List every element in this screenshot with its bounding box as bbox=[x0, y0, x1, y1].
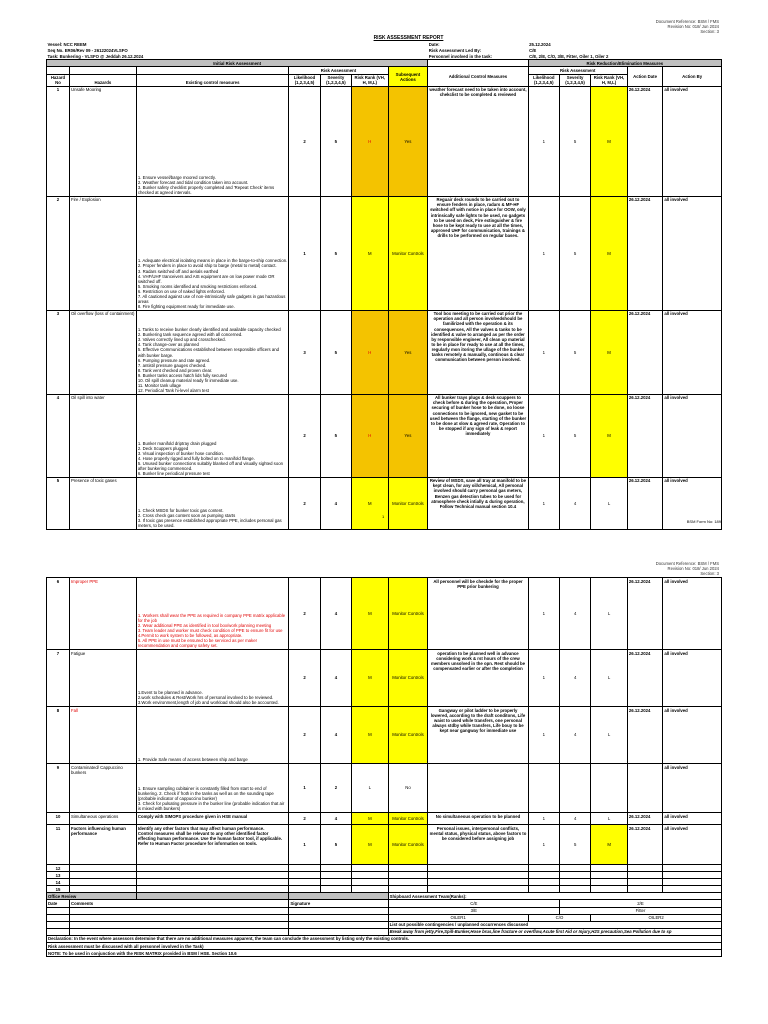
empty-cell bbox=[559, 865, 590, 872]
document-reference: Document Reference: BSM / FMS Revision No: 018/ Jun 2024 Section: 3 bbox=[655, 19, 719, 35]
hazard-number: 6 bbox=[47, 578, 70, 650]
action-date-header: Action Date bbox=[627, 67, 663, 86]
hazard-number: 7 bbox=[47, 650, 70, 707]
existing-control-measures: 1. Bunker manifold driptray drain plugged 2. Deck Scuppers plugged 3. Visual inspection of bunker hose condition. 4. Hose properly rigged and fully bolted on to manifold flange. 5. Unused bunker connections suitably blanked off and visually sighted soon after bunkering commenced. 6. Bunker line periodical pressure test bbox=[136, 394, 289, 477]
empty-cell bbox=[627, 879, 663, 886]
residual-likelihood-value: 1 bbox=[528, 813, 559, 825]
empty-hazard-row bbox=[47, 872, 722, 879]
initial-risk-header: Initial Risk Assessment bbox=[47, 60, 428, 67]
hazard-name: Fire / Explosion bbox=[69, 196, 136, 310]
empty-cell bbox=[559, 886, 590, 893]
hazard-number: 1 bbox=[47, 86, 70, 196]
action-by-value: all involved bbox=[663, 825, 722, 865]
residual-severity-value: 4 bbox=[559, 813, 590, 825]
action-date-value bbox=[627, 764, 663, 813]
action-by-value: all involved bbox=[663, 196, 722, 310]
empty-cell bbox=[591, 865, 628, 872]
likelihood-value: 2 bbox=[289, 394, 320, 477]
hazard-no-header: Hazard No bbox=[47, 74, 70, 86]
empty-cell bbox=[136, 886, 289, 893]
action-by-value: all involved bbox=[663, 477, 722, 529]
hazard-name: Oil overflow (loss of containment) bbox=[69, 310, 136, 394]
subsequent-action-value: Monitor Controls bbox=[388, 707, 428, 764]
likelihood-header: Likelihood (1,2,3,4,5) bbox=[289, 74, 320, 86]
rank-header-2: Risk Rank (VH, H, M,L) bbox=[591, 74, 628, 86]
empty-cell bbox=[663, 879, 722, 886]
hazard-row bbox=[47, 707, 722, 764]
residual-likelihood-value: 1 bbox=[528, 394, 559, 477]
empty-cell bbox=[528, 879, 559, 886]
severity-value: 5 bbox=[320, 86, 351, 196]
residual-risk-rank-value: M bbox=[591, 310, 628, 394]
residual-risk-rank-value: M bbox=[591, 394, 628, 477]
risk-assessment-header-2: Risk Assessment bbox=[528, 67, 627, 74]
severity-value: 5 bbox=[320, 196, 351, 310]
empty-cell bbox=[428, 872, 528, 879]
subsequent-action-value: Yes bbox=[388, 86, 428, 196]
empty-hazard-row bbox=[47, 886, 722, 893]
empty-cell bbox=[591, 886, 628, 893]
empty-cell bbox=[352, 886, 389, 893]
hazard-number: 9 bbox=[47, 764, 70, 813]
subsequent-actions-header: Subsequent Actions bbox=[388, 67, 428, 86]
residual-severity-value: 5 bbox=[559, 825, 590, 865]
rank-ce: C/E bbox=[388, 900, 559, 907]
hazard-name: Contaminated/ Cappuccino bunkers bbox=[69, 764, 136, 813]
hazard-number: 12 bbox=[47, 865, 70, 872]
additional-control-measures: Reguair deck rounds to be carried out to ensure fenders in place, radars & MF-HF switched off with notice in place for OOW, only intrinsically safe lights to be used, no gadgets to be used on deck, Fire extinguisher & fire hose to be kept ready to use at all the times, approved UHF for communication, trainings & drills to be performed on regular bases. bbox=[428, 196, 528, 310]
empty-cell bbox=[528, 872, 559, 879]
subsequent-action-value: Monitor Controls bbox=[388, 813, 428, 825]
subsequent-action-value: Monitor Controls bbox=[388, 477, 428, 529]
severity-value: 5 bbox=[320, 394, 351, 477]
risk-rank-value: H bbox=[352, 86, 389, 196]
hazard-number: 15 bbox=[47, 886, 70, 893]
residual-severity-value bbox=[559, 764, 590, 813]
residual-likelihood-value bbox=[528, 764, 559, 813]
existing-control-measures: Identify any other factors that may affect human performance. Control measures shall be relevant to any other identified factor effecting human performance. Use the human factor tool, if applicable. Refer to Human Factor procedure for information on tools. bbox=[136, 825, 289, 865]
action-date-value: 26.12.2024 bbox=[627, 578, 663, 650]
risk-rank-value: M bbox=[352, 813, 389, 825]
subsequent-action-value: Monitor Controls bbox=[388, 825, 428, 865]
empty-cell bbox=[627, 865, 663, 872]
hazard-name: Oil spill into water bbox=[69, 394, 136, 477]
subsequent-action-value: Monitor Controls bbox=[388, 578, 428, 650]
declaration-text: Declaration: In the event where assessors determine that there are no additional measures apparent, the team can conclude the assessment by listing only the existing controls. bbox=[47, 935, 722, 942]
date-label: Date: bbox=[428, 41, 440, 47]
empty-cell bbox=[352, 865, 389, 872]
hazard-number: 5 bbox=[47, 477, 70, 529]
hazard-row bbox=[47, 650, 722, 707]
empty-cell bbox=[627, 872, 663, 879]
empty-cell bbox=[320, 865, 351, 872]
contingency-title: List out possible contingencies / unplanned occurrences discussed bbox=[388, 921, 721, 928]
vessel-line: Vessel: NCC REEM bbox=[47, 41, 87, 47]
likelihood-value: 3 bbox=[289, 310, 320, 394]
personnel-label: Personnel involved in the task: bbox=[428, 53, 493, 59]
hazard-number: 10 bbox=[47, 813, 70, 825]
empty-cell bbox=[388, 872, 428, 879]
form-number: BSM Form No: 189 bbox=[686, 519, 721, 524]
residual-likelihood-value: 1 bbox=[528, 310, 559, 394]
subsequent-action-value: No bbox=[388, 764, 428, 813]
action-by-value: all involved bbox=[663, 813, 722, 825]
risk-rank-value: M bbox=[352, 707, 389, 764]
risk-rank-value: M bbox=[352, 578, 389, 650]
residual-severity-value: 4 bbox=[559, 477, 590, 529]
empty-cell bbox=[627, 886, 663, 893]
residual-risk-rank-value: L bbox=[591, 650, 628, 707]
residual-risk-rank-value: L bbox=[591, 813, 628, 825]
page-2 bbox=[0, 560, 768, 1024]
empty-cell bbox=[352, 872, 389, 879]
action-by-value: all involved bbox=[663, 310, 722, 394]
empty-cell bbox=[289, 879, 320, 886]
contingency-text: Break away from jetty,Fire,Spill-Bunker,Hose brus,line fracture or overflow,Acute first Aid or Injury,H2S precaution,Sea Pollution due to sp bbox=[388, 928, 721, 935]
empty-cell bbox=[528, 865, 559, 872]
action-date-value: 26.12.2024 bbox=[627, 86, 663, 196]
rank-3e: 3/E bbox=[388, 907, 559, 914]
risk-rank-value: M bbox=[352, 196, 389, 310]
risk-rank-value: L bbox=[352, 764, 389, 813]
empty-cell bbox=[663, 886, 722, 893]
document-reference-2: Document Reference: BSM / FMS Revision No: 018/ Jun 2024 Section: 3 bbox=[655, 561, 719, 577]
residual-severity-value: 5 bbox=[559, 310, 590, 394]
hazard-row bbox=[47, 825, 722, 865]
additional-control-measures: Personal issues, interpersonal conflicts, mental status, physical status, above factors to be considered before assigning job bbox=[428, 825, 528, 865]
action-date-value: 26.12.2024 bbox=[627, 310, 663, 394]
residual-likelihood-value: 1 bbox=[528, 196, 559, 310]
hazard-number: 11 bbox=[47, 825, 70, 865]
assessment-team-label: Shipboard Assessment Team(Ranks): bbox=[388, 893, 721, 900]
note-text: NOTE: To be used in conjunction with the RISK MATRIX provided in BSM / HSE. Section 10.6 bbox=[47, 950, 722, 957]
likelihood-header-2: Likelihood (1,2,3,4,5) bbox=[528, 74, 559, 86]
empty-cell bbox=[388, 886, 428, 893]
likelihood-value: 2 bbox=[289, 86, 320, 196]
action-date-value: 26.12.2024 bbox=[627, 825, 663, 865]
action-by-value: all involved bbox=[663, 394, 722, 477]
subsequent-action-value: Monitor Controls bbox=[388, 650, 428, 707]
existing-control-measures: 1. Tanks to receive bunker clearly identified and available capacity checked 2. Bunkering tank sequence agreed with all concerned. 3. Valves correctly lined up and crosschecked. 4. Tank change-over as planned 5. Effective Communications established between responsible officers and with bunker barge. 6. Pumping pressure and rate agreed. 7. antistil pressure gauges checked. 8. Tank vent checked and proven clear. 9. Bunker tanks access hatch lids fully secured 10. Oil spill cleanup material ready fir immediate use. 11. Monitor tank ullage 12. Periodical Tank hi-level alarm test bbox=[136, 310, 289, 394]
date-value: 25.12.2024 bbox=[529, 41, 551, 47]
additional-control-measures: All bunker trays plugs & deck scuppers to check before & during the operation, Proper securing of bunker hose to be done, no loose connections to be ignored, new gasket to be used between the flange, starting of the bunker to be done at slow & agreed rate, Operation to be stopped if any sign of leak & report immediately bbox=[428, 394, 528, 477]
likelihood-value: 1 bbox=[289, 764, 320, 813]
empty-cell bbox=[320, 886, 351, 893]
hazard-number: 4 bbox=[47, 394, 70, 477]
hazard-name: Fall bbox=[69, 707, 136, 764]
action-by-value: all involved bbox=[663, 764, 722, 813]
rank-header: Risk Rank (VH, H, M,L) bbox=[352, 74, 389, 86]
existing-control-measures: 1. Provide Safe means of access between ship and barge bbox=[136, 707, 289, 764]
residual-risk-rank-value: L bbox=[591, 578, 628, 650]
risk-assessment-header: Risk Assessment bbox=[289, 67, 388, 74]
rank-oiler2: OILER2 bbox=[591, 914, 722, 921]
empty-cell bbox=[136, 879, 289, 886]
report-title: RISK ASSESSMENT REPORT bbox=[373, 35, 444, 41]
empty-cell bbox=[289, 886, 320, 893]
hazards-header: Hazards bbox=[69, 74, 136, 86]
existing-control-measures: 1. Adequate electrical isolating means in place in the barge-to-ship connection. 2. Proper fenders in place to avoid ship to barge (metal to metal) contact. 3. Radars switched off and aerials earthed 4. VHF/UHF tranceivers and AIS equipment are on low power mode OR switched off. 5. Smoking rooms identified and smoking restrictions enforced. 6. Restriction on use of naked lights enforced. 7. All cautioned against use of non-intrinsically safe gadgets in gas hazardous areas 8. Fire fighting equipment ready for immediate use. bbox=[136, 196, 289, 310]
empty-hazard-row bbox=[47, 865, 722, 872]
existing-control-measures: 1. Check MSDS for bunker toxic gas content. 2. Cross check gas content soon as pumping starts 3. If toxic gas presence established appropriate PPE, includes personal gas meters, to be used. bbox=[136, 477, 289, 529]
led-label: Risk Assessment Led By: bbox=[428, 47, 482, 53]
hazard-row bbox=[47, 764, 722, 813]
residual-severity-value: 5 bbox=[559, 196, 590, 310]
seq-line: Seq No. ER06/Rev 09 - 26122024VLSFO bbox=[47, 47, 128, 53]
hazard-row bbox=[47, 86, 722, 196]
severity-value: 4 bbox=[320, 707, 351, 764]
hazard-name: Improper PPE bbox=[69, 578, 136, 650]
residual-risk-rank-value: M bbox=[591, 196, 628, 310]
additional-control-measures: Gangway or pilot ladder to be properly lowered, according to the draft conditons, Life waist to used while transfers, one personal always stdby while transfers, Life bouy to be kept near gangway for immediate use bbox=[428, 707, 528, 764]
rank-co: C/O bbox=[528, 914, 591, 921]
office-signature-label: Signature bbox=[289, 900, 388, 907]
hazard-name: Fatigue bbox=[69, 650, 136, 707]
empty-cell bbox=[69, 865, 136, 872]
action-by-value: all involved bbox=[663, 86, 722, 196]
additional-control-measures: No simultaneous operation to be planned bbox=[428, 813, 528, 825]
personnel-value: C/E, 2/E, C/O, 3/E, Fitter, Oiler 1, Oiler 2 bbox=[529, 53, 609, 59]
severity-header: Severity (1,2,3,4,5) bbox=[320, 74, 351, 86]
hazard-row bbox=[47, 813, 722, 825]
severity-header-2: Severity (1,2,3,4,5) bbox=[559, 74, 590, 86]
hazard-row bbox=[47, 477, 722, 529]
additional-control-measures: weather forecast need to be taken into account, chekclist to be completed & reviewed bbox=[428, 86, 528, 196]
discuss-text: Risk assessment must be discussed with all personnel involved in the Task) bbox=[47, 943, 722, 950]
residual-severity-value: 4 bbox=[559, 707, 590, 764]
likelihood-value: 2 bbox=[289, 650, 320, 707]
existing-control-measures: 1. Ensure vessel/barge moored correctly. 2. Weather forecast and tidal condition taken into account. 3. Bunker safety checklist properly completed and 'Repeat Check' items checked at agreed intervals. bbox=[136, 86, 289, 196]
additional-control-measures: Review of MSDS, save all tray at manifold to be kept clean, for any oil/chemical, All personal involved should carry personal gas meters, Benzen gas detection tubes to be used for atmosphere check intially & during operation, Follow Technical manual section 10.4 bbox=[428, 477, 528, 529]
led-value: C/E bbox=[529, 47, 537, 53]
office-comments-label: Comments bbox=[69, 900, 288, 907]
empty-cell bbox=[591, 872, 628, 879]
page-number: 1 bbox=[382, 514, 385, 519]
action-by-header: Action By bbox=[663, 67, 722, 86]
risk-rank-value: M bbox=[352, 477, 389, 529]
existing-control-measures: 1. Workers shall wear the PPE as required in company PPE matrix applicable for the job 2. Wear additional PPE as identified in tool box/work planning meeting 3. Team leader and worker must check condition of PPE to ensure fit for use 4.Permit to work system to be followed, as appropriate. 5. All PPE in use must be ensured to be serviced as per maker recommendation and company safety set. bbox=[136, 578, 289, 650]
additional-measures-header: Additional Control Measures bbox=[428, 67, 528, 86]
empty-cell bbox=[663, 865, 722, 872]
residual-likelihood-value: 1 bbox=[528, 578, 559, 650]
rank-fitter: Fitter bbox=[559, 907, 721, 914]
risk-rank-value: H bbox=[352, 310, 389, 394]
empty-cell bbox=[320, 879, 351, 886]
existing-control-measures: Comply with SIMOPS procedure given in HSE manual bbox=[136, 813, 289, 825]
hazard-number: 14 bbox=[47, 879, 70, 886]
residual-severity-value: 5 bbox=[559, 86, 590, 196]
residual-risk-rank-value: M bbox=[591, 86, 628, 196]
residual-risk-rank-value: L bbox=[591, 477, 628, 529]
existing-control-measures: 1. Ensure sampling cubitainer is constantly filled from start to end of bunkering. 2. Check if froth in the tanks as well as on the sounding tape (probable indicator of cappuccino bunker) 3. Check for pulsating pressure in the bunker line (probable indication that air is mixed with bunkers) bbox=[136, 764, 289, 813]
residual-severity-value: 4 bbox=[559, 650, 590, 707]
additional-control-measures: Tool box meeting to be carried out prior the operation and all person involvedshould be familirized with the operation & its consequences, All the valves & tanks to be identified & valve to arranged as per the order by responsible engineer, All clean up material to be in place for ready to use at all the times, regularly mon itoring the ullage of the bunker tanks remotely & manually, continous & clear communication between person involved. bbox=[428, 310, 528, 394]
subsequent-action-value: Yes bbox=[388, 310, 428, 394]
empty-cell bbox=[320, 872, 351, 879]
empty-cell bbox=[559, 872, 590, 879]
hazard-row bbox=[47, 578, 722, 650]
action-by-value: all involved bbox=[663, 578, 722, 650]
residual-risk-rank-value bbox=[591, 764, 628, 813]
rank-2e: 2/E bbox=[559, 900, 721, 907]
action-date-value: 26.12.2024 bbox=[627, 394, 663, 477]
hazard-row bbox=[47, 310, 722, 394]
existing-header: Existing control measures bbox=[136, 74, 289, 86]
empty-cell bbox=[136, 872, 289, 879]
hazard-number: 13 bbox=[47, 872, 70, 879]
action-by-value: all involved bbox=[663, 650, 722, 707]
risk-rank-value: H bbox=[352, 394, 389, 477]
subsequent-action-value: Monitor Controls bbox=[388, 196, 428, 310]
empty-cell bbox=[352, 879, 389, 886]
severity-value: 2 bbox=[320, 764, 351, 813]
existing-control-measures: 1.Event to be planned in advance. 2.work schedules & Rest/Work hrs of personal involved to be reviewed. 3.Work environment,length of job and workload should also be accounted. bbox=[136, 650, 289, 707]
residual-severity-value: 4 bbox=[559, 578, 590, 650]
empty-cell bbox=[388, 865, 428, 872]
additional-control-measures: operation to be planned well in advance considering work & rst hours of the crew members unsolved in the opn. Rest should be compensated earlier or after the completion bbox=[428, 650, 528, 707]
office-review-label: Office Review bbox=[47, 893, 137, 900]
subsequent-action-value: Yes bbox=[388, 394, 428, 477]
likelihood-value: 1 bbox=[289, 825, 320, 865]
residual-risk-rank-value: M bbox=[591, 825, 628, 865]
risk-rank-value: M bbox=[352, 650, 389, 707]
hazard-name: Unsafe Mooring bbox=[69, 86, 136, 196]
hazard-number: 2 bbox=[47, 196, 70, 310]
severity-value: 5 bbox=[320, 310, 351, 394]
severity-value: 5 bbox=[320, 825, 351, 865]
action-date-value: 26.12.2024 bbox=[627, 477, 663, 529]
likelihood-value: 2 bbox=[289, 578, 320, 650]
hazard-name: Presence of toxic gases bbox=[69, 477, 136, 529]
empty-cell bbox=[136, 865, 289, 872]
likelihood-value: 2 bbox=[289, 813, 320, 825]
severity-value: 4 bbox=[320, 477, 351, 529]
empty-cell bbox=[69, 872, 136, 879]
empty-cell bbox=[663, 872, 722, 879]
empty-cell bbox=[69, 886, 136, 893]
severity-value: 4 bbox=[320, 650, 351, 707]
hazard-row bbox=[47, 394, 722, 477]
hazard-number: 8 bbox=[47, 707, 70, 764]
action-date-value: 26.12.2024 bbox=[627, 707, 663, 764]
empty-cell bbox=[69, 879, 136, 886]
empty-cell bbox=[528, 886, 559, 893]
hazard-name: Factors influencing human performance bbox=[69, 825, 136, 865]
likelihood-value: 2 bbox=[289, 477, 320, 529]
rank-oiler1: OILER1 bbox=[388, 914, 528, 921]
residual-severity-value: 5 bbox=[559, 394, 590, 477]
empty-cell bbox=[591, 879, 628, 886]
risk-rank-value: M bbox=[352, 825, 389, 865]
empty-cell bbox=[428, 886, 528, 893]
severity-value: 4 bbox=[320, 578, 351, 650]
empty-cell bbox=[428, 865, 528, 872]
residual-risk-rank-value: L bbox=[591, 707, 628, 764]
office-date-label: Date bbox=[47, 900, 70, 907]
hazard-row bbox=[47, 196, 722, 310]
residual-likelihood-value: 1 bbox=[528, 477, 559, 529]
action-date-value: 26.12.2024 bbox=[627, 813, 663, 825]
residual-likelihood-value: 1 bbox=[528, 86, 559, 196]
empty-cell bbox=[289, 865, 320, 872]
hazard-name: Simultaneous operations bbox=[69, 813, 136, 825]
additional-control-measures bbox=[428, 764, 528, 813]
action-date-value: 26.12.2024 bbox=[627, 196, 663, 310]
action-by-value: all involved bbox=[663, 707, 722, 764]
hazard-number: 3 bbox=[47, 310, 70, 394]
empty-hazard-row bbox=[47, 879, 722, 886]
risk-assessment-table-page1 bbox=[46, 35, 722, 530]
additional-control-measures: All personnel will be checkde for the proper PPE prior bunkering bbox=[428, 578, 528, 650]
empty-cell bbox=[289, 872, 320, 879]
action-date-value: 26.12.2024 bbox=[627, 650, 663, 707]
likelihood-value: 2 bbox=[289, 707, 320, 764]
task-line: Task: Bunkering - VLSFO @ Jeddah 26.12.2024 bbox=[47, 53, 144, 59]
residual-likelihood-value: 1 bbox=[528, 650, 559, 707]
empty-cell bbox=[559, 879, 590, 886]
severity-value: 4 bbox=[320, 813, 351, 825]
empty-cell bbox=[428, 879, 528, 886]
risk-assessment-table-page2 bbox=[46, 577, 722, 957]
likelihood-value: 1 bbox=[289, 196, 320, 310]
residual-likelihood-value: 1 bbox=[528, 707, 559, 764]
empty-cell bbox=[388, 879, 428, 886]
residual-likelihood-value: 1 bbox=[528, 825, 559, 865]
risk-reduction-header: Risk Reduction/Elimination Measures bbox=[528, 60, 721, 67]
